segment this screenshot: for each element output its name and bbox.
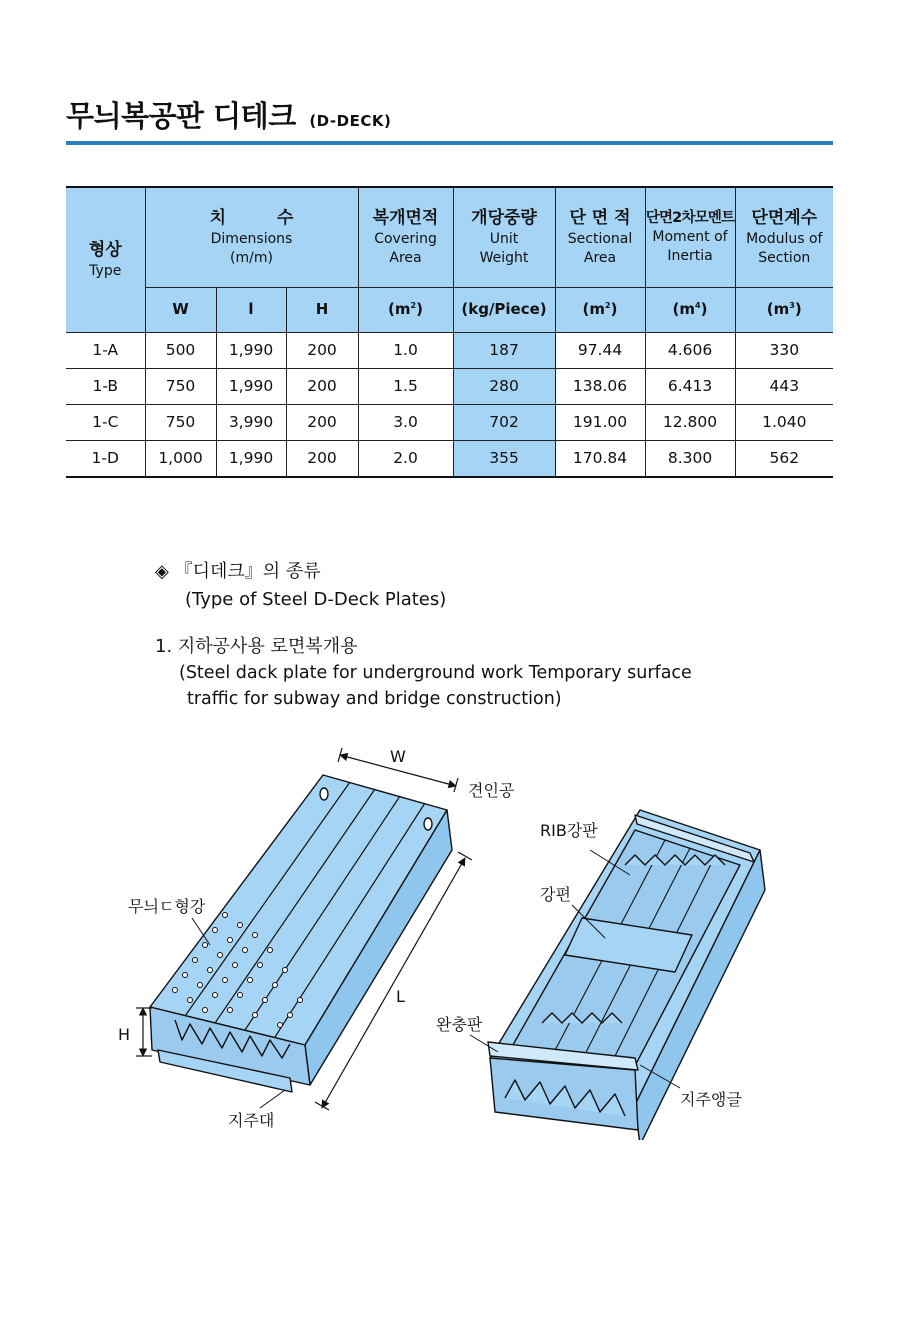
cell-l: 1,990: [216, 440, 286, 477]
lifting-hole-icon: [320, 788, 328, 800]
cell-w: 750: [145, 368, 216, 404]
cell-type: 1-C: [66, 404, 145, 440]
section-heading-en: (Type of Steel D-Deck Plates): [185, 589, 447, 610]
table-row: [66, 440, 833, 477]
unit-moment: [645, 287, 735, 332]
cell-moment: 6.413: [645, 368, 735, 404]
header-sectional-en2: Area: [583, 249, 617, 266]
header-unit-weight-en2: Weight: [479, 249, 529, 266]
cell-l: 1,990: [216, 368, 286, 404]
section-heading: [155, 558, 446, 614]
header-moment-en2: Inertia: [667, 248, 713, 265]
header-moment-ko: 단면2차모멘트: [645, 209, 735, 226]
unit-covering-sup: 2: [410, 301, 417, 311]
page-title: [66, 94, 833, 135]
dimension-h: [136, 1008, 152, 1056]
label-lifting-hole: 견인공: [468, 781, 515, 800]
cell-type: 1-A: [66, 332, 145, 368]
spec-table: [66, 186, 833, 478]
unit-sectional-end: ): [610, 300, 618, 319]
header-covering-ko: 복개면적: [372, 207, 439, 228]
title-rule: [66, 141, 833, 145]
cell-h: 200: [286, 440, 358, 477]
unit-covering: [358, 287, 453, 332]
section-item-en-1: (Steel dack plate for underground work Temporary surface: [179, 663, 692, 683]
unit-moment-text: (m: [672, 300, 696, 319]
header-sectional-ko: 단 면 적: [569, 207, 631, 228]
header-covering: [358, 187, 453, 287]
unit-modulus: [735, 287, 833, 332]
unit-l: l: [216, 287, 286, 332]
cell-sectional: 170.84: [555, 440, 645, 477]
cell-modulus: 330: [735, 332, 833, 368]
section-item: [155, 634, 692, 712]
header-modulus: [735, 187, 833, 287]
header-modulus-en1: Modulus of: [746, 230, 823, 247]
header-type: [66, 187, 145, 332]
cell-area: 3.0: [358, 404, 453, 440]
unit-covering-text: (m: [388, 300, 411, 319]
table-unit-row: [66, 287, 833, 332]
unit-modulus-end: ): [794, 300, 802, 319]
cell-weight: 355: [453, 440, 555, 477]
deck-diagram: [110, 740, 790, 1140]
table-row: [66, 332, 833, 368]
table-row: [66, 368, 833, 404]
page-title-sub: (D-DECK): [309, 112, 392, 130]
header-unit-weight: [453, 187, 555, 287]
label-buffer-plate: 완충판: [436, 1015, 483, 1034]
cell-modulus: 562: [735, 440, 833, 477]
cell-modulus: 1.040: [735, 404, 833, 440]
unit-covering-end: ): [416, 300, 423, 319]
unit-moment-sup: 4: [695, 301, 701, 311]
unit-moment-end: ): [700, 300, 708, 319]
cell-weight: 280: [453, 368, 555, 404]
cell-moment: 12.800: [645, 404, 735, 440]
cell-area: 2.0: [358, 440, 453, 477]
unit-sectional-text: (m: [582, 300, 606, 319]
unit-modulus-sup: 3: [789, 301, 795, 311]
header-modulus-ko: 단면계수: [751, 207, 818, 228]
section-item-ko: 1. 지하공사용 로면복개용: [155, 636, 358, 657]
table-header-row: [66, 187, 833, 287]
header-dimensions-en: Dimensions: [210, 230, 293, 247]
label-pattern-channel: 무늬ㄷ형강: [128, 897, 206, 916]
cell-h: 200: [286, 368, 358, 404]
header-dimensions-unit: (m/m): [230, 249, 273, 266]
unit-sectional: [555, 287, 645, 332]
header-dimensions-ko: 치 수: [209, 207, 294, 228]
label-w: W: [390, 747, 406, 766]
header-modulus-en2: Section: [758, 249, 811, 266]
lifting-hole-icon: [424, 818, 432, 830]
label-rib-plate: RIB강판: [540, 821, 598, 840]
unit-modulus-text: (m: [766, 300, 790, 319]
cell-h: 200: [286, 404, 358, 440]
label-h: H: [118, 1025, 131, 1044]
header-unit-weight-en1: Unit: [489, 230, 519, 247]
header-unit-weight-ko: 개당중량: [471, 207, 537, 228]
header-moment: [645, 187, 735, 287]
unit-h: H: [286, 287, 358, 332]
cell-area: 1.5: [358, 368, 453, 404]
cell-w: 1,000: [145, 440, 216, 477]
label-support-angle: 지주앵글: [680, 1090, 742, 1109]
unit-weight: (kg/Piece): [453, 287, 555, 332]
unit-w: W: [145, 287, 216, 332]
cell-h: 200: [286, 332, 358, 368]
section-item-en-2: traffic for subway and bridge construction): [187, 689, 562, 709]
cell-weight: 187: [453, 332, 555, 368]
cell-area: 1.0: [358, 332, 453, 368]
header-covering-en2: Area: [389, 249, 422, 266]
cell-type: 1-D: [66, 440, 145, 477]
header-sectional-en1: Sectional: [567, 230, 633, 247]
header-moment-en1: Moment of: [652, 229, 728, 246]
cell-l: 3,990: [216, 404, 286, 440]
deck-plate-left: [150, 775, 452, 1092]
header-dimensions: [145, 187, 358, 287]
header-covering-en1: Covering: [374, 230, 437, 247]
leader-support: [260, 1090, 285, 1108]
page-title-main: 무늬복공판 디테크: [66, 99, 296, 133]
cell-weight: 702: [453, 404, 555, 440]
cell-modulus: 443: [735, 368, 833, 404]
title-block: [66, 94, 833, 145]
cell-sectional: 138.06: [555, 368, 645, 404]
label-l: L: [396, 987, 405, 1006]
cell-l: 1,990: [216, 332, 286, 368]
header-sectional: [555, 187, 645, 287]
cell-type: 1-B: [66, 368, 145, 404]
cell-sectional: 97.44: [555, 332, 645, 368]
cell-sectional: 191.00: [555, 404, 645, 440]
section-heading-ko: ◈ 『디데크』의 종류: [155, 561, 321, 582]
label-support: 지주대: [228, 1111, 275, 1130]
cell-w: 750: [145, 404, 216, 440]
label-steel-piece: 강편: [540, 885, 571, 904]
cell-moment: 8.300: [645, 440, 735, 477]
cell-moment: 4.606: [645, 332, 735, 368]
table-row: [66, 404, 833, 440]
header-type-ko: 형상: [88, 239, 122, 260]
unit-sectional-sup: 2: [605, 301, 611, 311]
cell-w: 500: [145, 332, 216, 368]
header-type-en: Type: [89, 262, 122, 279]
